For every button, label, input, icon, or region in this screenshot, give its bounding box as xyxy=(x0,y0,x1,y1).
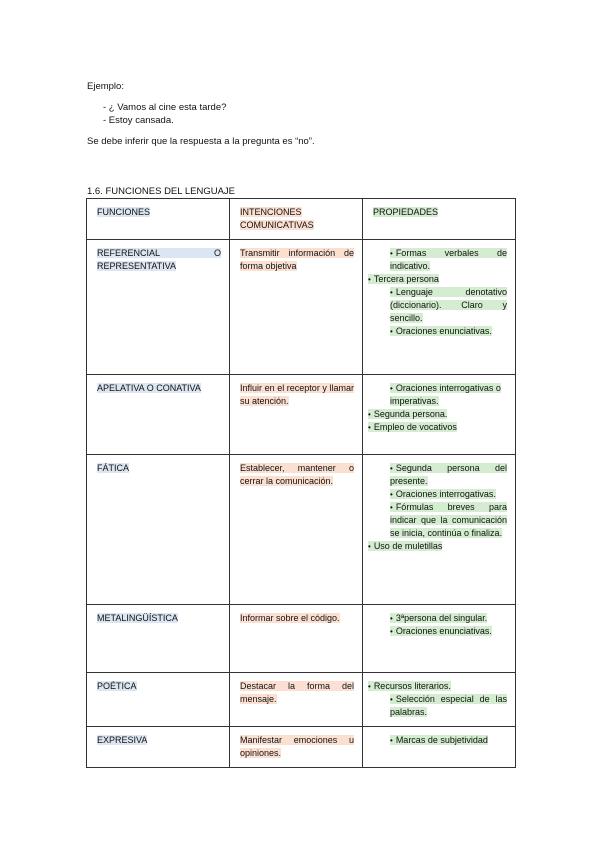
property-item: • Oraciones interrogativas o imperativas. xyxy=(390,383,501,406)
property-item: • Oraciones interrogativas. xyxy=(390,489,496,499)
property-item: • Selección especial de las palabras. xyxy=(390,694,507,717)
intencion-text: Destacar la forma del mensaje. xyxy=(240,681,354,704)
propiedades-cell xyxy=(363,240,516,375)
intro-section xyxy=(87,80,527,148)
section-title: 1.6. FUNCIONES DEL LENGUAJE xyxy=(87,186,235,197)
funcion-name: POÉTICA xyxy=(97,681,137,691)
propiedades-cell xyxy=(363,605,516,673)
property-item: • Uso de muletillas xyxy=(368,541,443,551)
intencion-text: Manifestar emociones u opiniones. xyxy=(240,735,354,758)
table-row xyxy=(87,240,516,375)
example-title: Ejemplo: xyxy=(87,81,124,92)
header-cell xyxy=(87,199,230,240)
property-item: • Lenguaje denotativo (diccionario). Claro y sencillo. xyxy=(390,287,507,323)
table-row xyxy=(87,727,516,768)
table-row xyxy=(87,375,516,455)
intencion-cell xyxy=(230,240,363,375)
property-item: • Formas verbales de indicativo. xyxy=(390,248,507,271)
property-item: • Segunda persona del presente. xyxy=(390,463,507,486)
property-item: • Oraciones enunciativas. xyxy=(390,326,492,336)
example-conclusion: Se debe inferir que la respuesta a la pregunta es “no”. xyxy=(87,136,315,147)
funcion-name: EXPRESIVA xyxy=(97,735,148,745)
header-propiedades: PROPIEDADES xyxy=(373,207,439,217)
property-item: • Oraciones enunciativas. xyxy=(390,626,492,636)
funcion-cell xyxy=(87,727,230,768)
propiedades-cell xyxy=(363,673,516,727)
propiedades-cell xyxy=(363,375,516,455)
property-item: • Fórmulas breves para indicar que la comunicación se inicia, continúa o finaliza. xyxy=(390,502,507,538)
intencion-cell xyxy=(230,375,363,455)
intencion-text: Establecer, mantener o cerrar la comunicación. xyxy=(240,463,354,486)
funcion-cell xyxy=(87,240,230,375)
property-item: • Tercera persona xyxy=(368,274,439,284)
funcion-cell xyxy=(87,673,230,727)
funcion-cell xyxy=(87,375,230,455)
header-cell xyxy=(230,199,363,240)
funcion-name: APELATIVA O CONATIVA xyxy=(97,383,201,393)
funcion-cell xyxy=(87,455,230,605)
table-row xyxy=(87,673,516,727)
property-item: • Marcas de subjetividad xyxy=(390,735,488,745)
property-item: • Segunda persona. xyxy=(368,409,448,419)
intencion-cell xyxy=(230,455,363,605)
funcion-name: REFERENCIAL O REPRESENTATIVA xyxy=(97,248,221,271)
dialogue-line: - ¿ Vamos al cine esta tarde? xyxy=(103,102,227,113)
intencion-text: Informar sobre el código. xyxy=(240,613,340,623)
property-item: • Empleo de vocativos xyxy=(368,422,457,432)
propiedades-cell xyxy=(363,727,516,768)
propiedades-cell xyxy=(363,455,516,605)
header-funciones: FUNCIONES xyxy=(97,207,151,217)
intencion-cell xyxy=(230,605,363,673)
funcion-name: FÁTICA xyxy=(97,463,130,473)
property-item: • 3ªpersona del singular. xyxy=(390,613,488,623)
table-header-row xyxy=(87,199,516,240)
example-dialogue xyxy=(103,101,527,127)
intencion-text: Transmitir información de forma objetiva xyxy=(240,248,354,271)
header-cell xyxy=(363,199,516,240)
table-row xyxy=(87,605,516,673)
intencion-text: Influir en el receptor y llamar su atención. xyxy=(240,383,354,406)
property-item: • Recursos literarios. xyxy=(368,681,451,691)
intencion-cell xyxy=(230,727,363,768)
functions-table xyxy=(86,198,516,768)
intencion-cell xyxy=(230,673,363,727)
table-row xyxy=(87,455,516,605)
header-intenciones: INTENCIONES COMUNICATIVAS xyxy=(240,207,314,230)
funcion-name: METALINGÜÍSTICA xyxy=(97,613,178,623)
dialogue-line: - Estoy cansada. xyxy=(103,115,174,126)
funcion-cell xyxy=(87,605,230,673)
